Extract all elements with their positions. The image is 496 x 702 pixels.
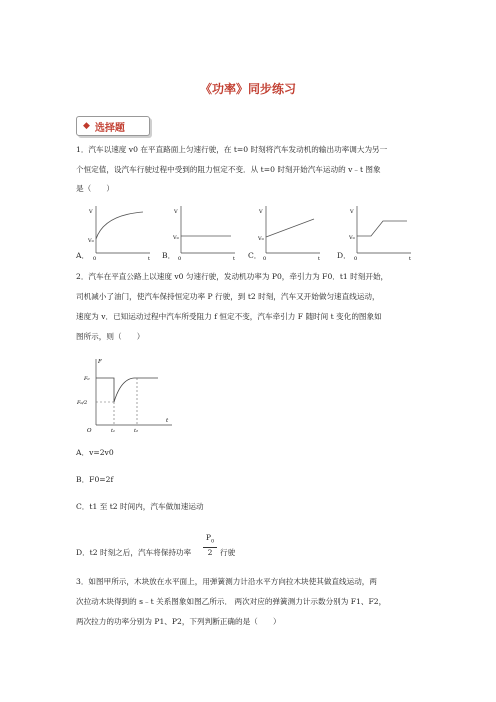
graph-a-v: V [89, 209, 93, 215]
graph-a-t: t [148, 256, 151, 261]
graph-f0-half-label: F₀/2 [77, 400, 88, 406]
q2-option-a: A．v=2v0 [76, 448, 114, 457]
graph-c-t: t [318, 256, 321, 261]
graph-c-o: 0 [263, 256, 267, 261]
graph-b-v: V [174, 209, 178, 215]
graph-d-v: V [350, 209, 354, 215]
q2-line-3: 速度为 v．已知运动过程中汽车所受阻力 f 恒定不变，汽车牵引力 F 随时间 t 变化的图象如 [76, 312, 382, 321]
q2-line-4: 图所示，则（ ） [76, 332, 145, 341]
q2-option-d-post: 行驶 [220, 548, 236, 557]
graph-b-v0: V₀ [173, 235, 179, 241]
graph-a-o: 0 [93, 256, 97, 261]
q2-line-2: 司机减小了油门，使汽车保持恒定功率 P 行驶，到 t2 时刻，汽车又开始做匀速直线运动， [76, 292, 380, 301]
fraction-denominator: 2 [207, 547, 213, 557]
q1-graph-a [88, 203, 154, 261]
graph-c-v0: V₀ [258, 236, 264, 242]
section-label: 选择题 [94, 122, 125, 134]
diamond-icon: ◆ [83, 121, 90, 131]
page-title: 《功率》同步练习 [199, 82, 296, 96]
q1-graph-d [349, 203, 415, 261]
q1-option-b: B． [162, 251, 176, 260]
q1-graph-b [173, 203, 239, 261]
graph-f0-label: F₀ [84, 376, 90, 382]
q1-line-3: 是（ ） [76, 184, 114, 193]
graph-t1-label: t₁ [111, 428, 116, 434]
q1-graph-c [258, 203, 324, 261]
graph-t-label: t [166, 418, 169, 424]
q3-line-3: 两次拉力的功率分别为 P1、P2，下列判断正确的是（ ） [76, 617, 281, 626]
q2-option-c: C．t1 至 t2 时间内，汽车做加速运动 [76, 502, 204, 511]
graph-d-o: 0 [354, 256, 358, 261]
graph-t2-label: t₂ [134, 428, 139, 434]
fraction-numerator-sub: 0 [210, 538, 215, 545]
q2-force-graph [76, 355, 176, 435]
q1-option-d: D． [337, 251, 351, 260]
graph-origin-label: O [87, 428, 92, 434]
section-header [76, 116, 150, 136]
q2-line-1: 2．汽车在平直公路上以速度 v0 匀速行驶，发动机功率为 P0，牵引力为 F0．t1 时刻开始， [76, 272, 389, 281]
q1-option-c: C． [248, 251, 262, 260]
graph-a-v0: V₀ [88, 238, 94, 244]
graph-d-v0: V₀ [349, 235, 355, 241]
graph-b-o: 0 [178, 256, 182, 261]
graph-b-t: t [233, 256, 236, 261]
q3-line-2: 次拉动木块得到的 s﹣t 关系图象如图乙所示． 两次对应的弹簧测力计示数分别为 F1、F2， [76, 597, 387, 606]
q3-line-1: 3．如图甲所示，木块放在水平面上，用弹簧测力计沿水平方向拉木块使其做直线运动，两 [76, 577, 377, 586]
q1-line-1: 1．汽车以速度 v0 在平直路面上匀速行驶，在 t=0 时刻将汽车发动机的输出功率调大为另一 [76, 145, 388, 154]
q2-option-d-fraction [203, 533, 217, 558]
fraction-numerator: P [205, 533, 211, 542]
graph-d-t: t [409, 256, 412, 261]
q2-option-d-pre: D．t2 时刻之后，汽车将保持功率 [76, 548, 192, 557]
q2-option-b: B．F0=2f [76, 475, 114, 484]
graph-f-label: F [98, 359, 102, 365]
graph-c-v: V [259, 209, 263, 215]
q1-option-a: A． [76, 251, 90, 260]
q1-line-2: 个恒定值，设汽车行驶过程中受到的阻力恒定不变．从 t=0 时刻开始汽车运动的 v﹣t 图象 [76, 165, 381, 174]
